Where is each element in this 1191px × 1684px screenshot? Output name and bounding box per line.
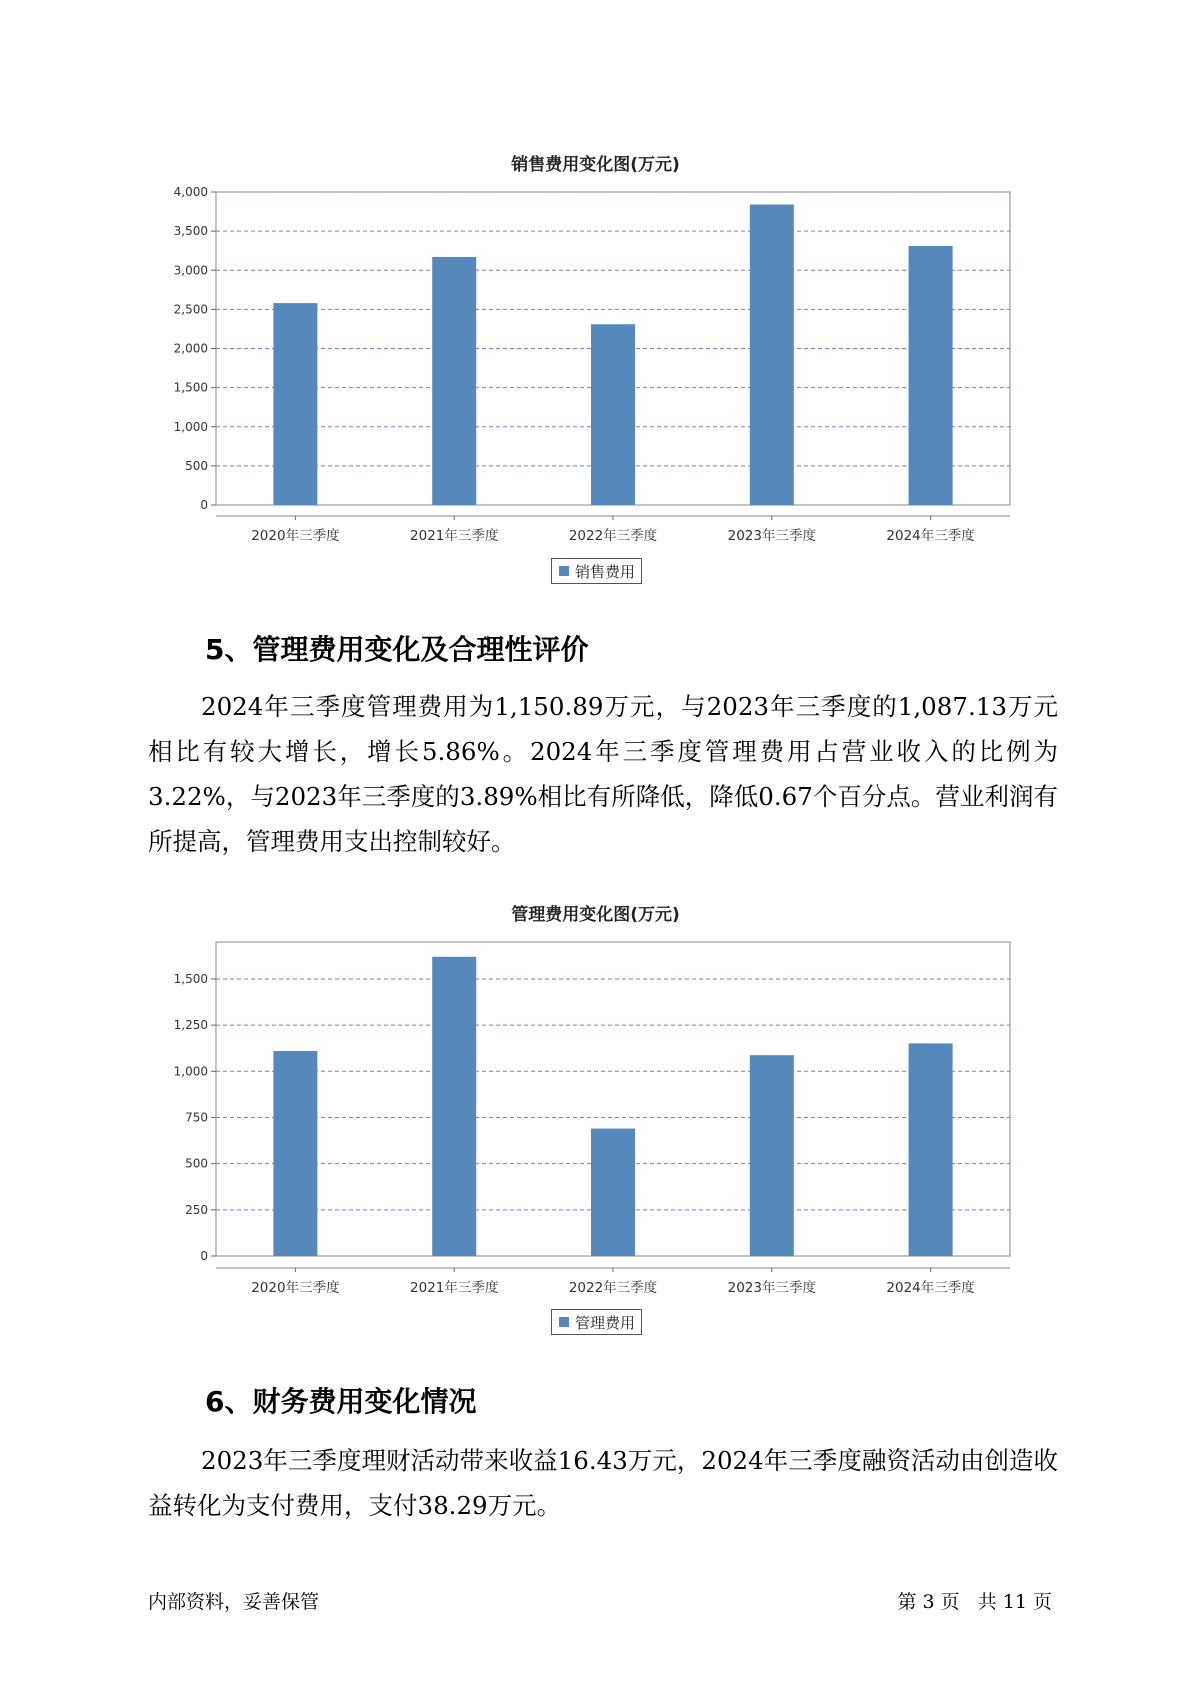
x-tick-label: 2023年三季度: [727, 1280, 816, 1296]
x-tick-label: 2024年三季度: [886, 1280, 975, 1296]
y-tick-label: 500: [185, 1156, 208, 1171]
legend-swatch-admin: [559, 1317, 569, 1327]
y-tick-label: 3,000: [173, 263, 208, 278]
y-tick-label: 1,000: [173, 1064, 208, 1079]
x-tick-label: 2020年三季度: [251, 528, 340, 544]
y-tick-label: 3,500: [173, 224, 208, 239]
x-tick-label: 2022年三季度: [568, 1280, 658, 1296]
footer-page-number: 第 3 页 共 11 页: [897, 1591, 1052, 1613]
x-tick-label: 2024年三季度: [886, 528, 975, 544]
y-tick-label: 1,000: [173, 419, 208, 434]
legend-label-admin: 管理费用: [575, 1314, 636, 1332]
chart-title-sales: 销售费用变化图(万元): [511, 155, 680, 175]
paragraph-finance-expense: 2023年三季度理财活动带来收益16.43万元，2024年三季度融资活动由创造收益转化为支付费用，支付38.29万元。: [148, 1446, 1058, 1520]
x-tick-label: 2022年三季度: [568, 528, 658, 544]
y-tick-label: 2,000: [173, 341, 208, 356]
y-tick-label: 250: [185, 1202, 208, 1217]
y-tick-label: 0: [200, 1249, 208, 1263]
legend-label-sales: 销售费用: [575, 563, 636, 581]
bar: [273, 1051, 317, 1256]
x-tick-label: 2021年三季度: [410, 528, 499, 544]
bar: [750, 1055, 794, 1256]
y-tick-label: 1,500: [173, 380, 208, 395]
bar: [909, 1043, 953, 1256]
chart-title-admin: 管理费用变化图(万元): [511, 905, 680, 925]
paragraph-admin-expense: 2024年三季度管理费用为1,150.89万元，与2023年三季度的1,087.13万元相比有较大增长，增长5.86%。2024年三季度管理费用占营业收入的比例为3.22%，与2023年三季度的3.89%相比有所降低，降低0.67个百分点。营业利润有所提高，管理费用支出控制较好。: [148, 692, 1058, 856]
y-tick-label: 1,250: [173, 1018, 208, 1033]
section-heading-admin-expense: 5、管理费用变化及合理性评价: [205, 633, 589, 666]
y-tick-label: 500: [185, 458, 208, 473]
x-tick-label: 2023年三季度: [727, 528, 816, 544]
bar: [591, 1129, 635, 1256]
footer-confidential-note: 内部资料，妥善保管: [148, 1591, 320, 1613]
x-tick-label: 2021年三季度: [410, 1280, 499, 1296]
y-tick-label: 1,500: [173, 971, 208, 986]
y-tick-label: 4,000: [173, 185, 208, 199]
chart-legend-admin: [551, 1309, 642, 1335]
y-tick-label: 0: [200, 498, 208, 512]
section-heading-finance-expense: 6、财务费用变化情况: [205, 1385, 477, 1418]
y-tick-label: 2,500: [173, 302, 208, 317]
y-tick-label: 750: [185, 1110, 208, 1125]
x-tick-label: 2020年三季度: [251, 1280, 340, 1296]
bar: [432, 957, 476, 1256]
